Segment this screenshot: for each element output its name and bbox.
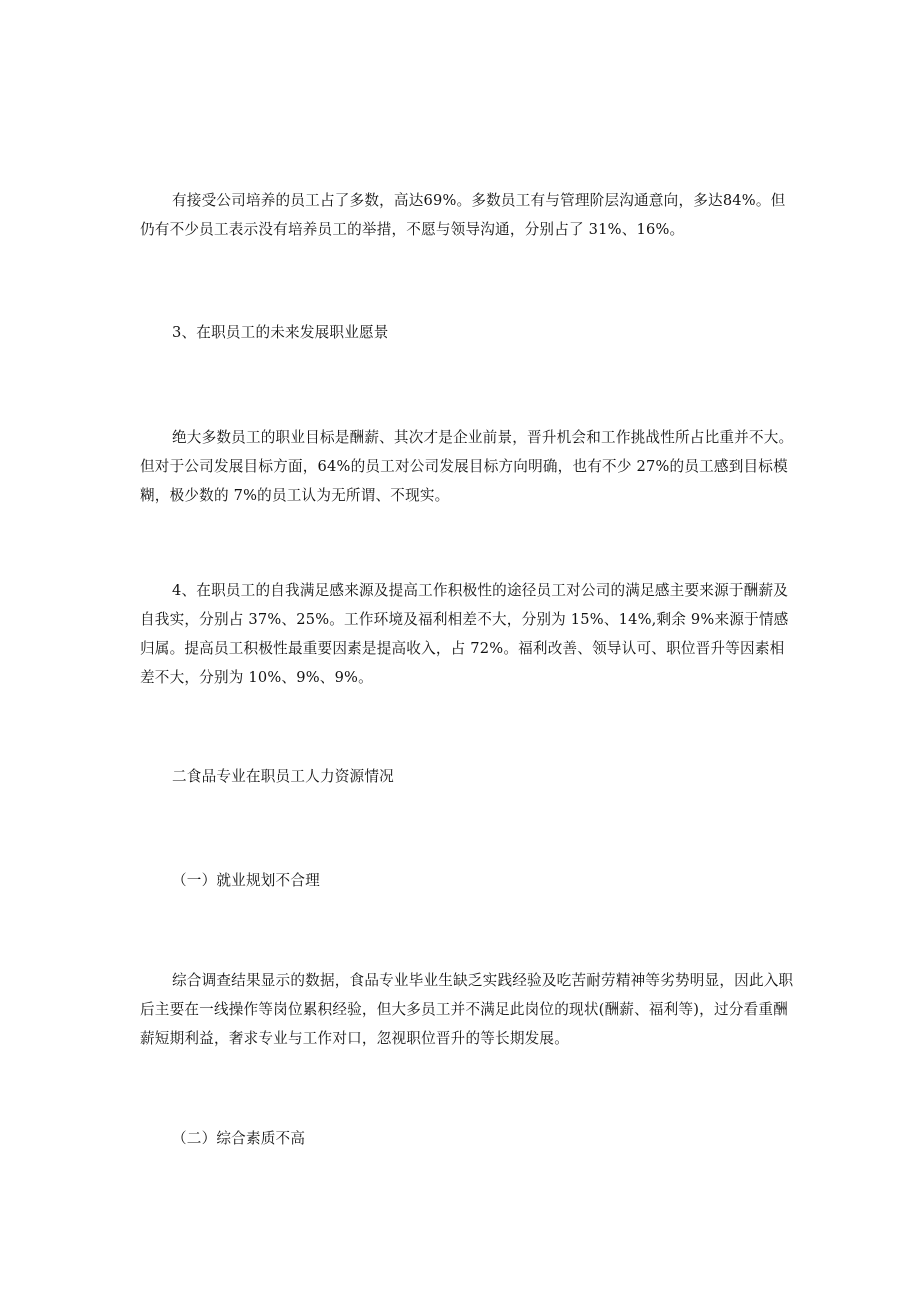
heading-overall-quality: （二）综合素质不高 (172, 1130, 306, 1147)
heading-career-vision: 3、在职员工的未来发展职业愿景 (172, 324, 389, 341)
paragraph-satisfaction-sources: 4、在职员工的自我满足感来源及提高工作积极性的途径员工对公司的满足感主要来源于酬薪及自我实，分别占 37%、25%。工作环境及福利相差不大，分别为 15%、14%,剩余 9%来源于情感归属。提高员工积极性最重要因素是提高收入，占 72%。福利改善、领导认可、职位晋升等因素相差不大，分别为 10%、9%、9%。 (140, 582, 789, 686)
heading-section-hr-situation: 二食品专业在职员工人力资源情况 (172, 768, 394, 785)
heading-employment-planning: （一）就业规划不合理 (172, 872, 320, 889)
paragraph-training-communication: 有接受公司培养的员工占了多数，高达69%。多数员工有与管理阶层沟通意向，多达84%。但仍有不少员工表示没有培养员工的举措，不愿与领导沟通，分别占了 31%、16%。 (140, 192, 786, 238)
paragraph-survey-results: 综合调查结果显示的数据，食品专业毕业生缺乏实践经验及吃苦耐劳精神等劣势明显，因此入职后主要在一线操作等岗位累积经验，但大多员工并不满足此岗位的现状(酬薪、福利等)，过分看重酬薪短期利益，奢求专业与工作对口，忽视职位晋升的等长期发展。 (140, 972, 794, 1047)
paragraph-career-goals: 绝大多数员工的职业目标是酬薪、其次才是企业前景，晋升机会和工作挑战性所占比重并不大。但对于公司发展目标方面，64%的员工对公司发展目标方向明确，也有不少 27%的员工感到目标模糊，极少数的 7%的员工认为无所谓、不现实。 (140, 429, 794, 504)
